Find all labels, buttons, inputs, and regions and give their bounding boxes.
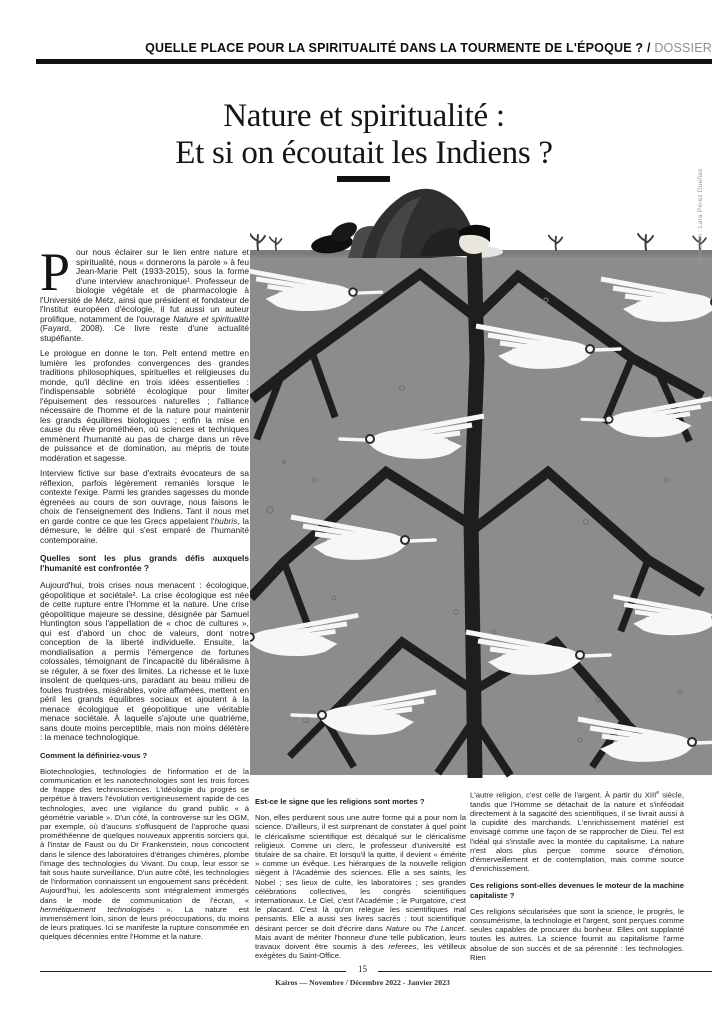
column-right [470, 789, 684, 968]
column-left [40, 242, 250, 948]
illustration-credit: Illustration : Lara Pérez Dueñas [697, 168, 704, 266]
interview-answer: Non, elles perdurent sous une autre forme qui a pour nom la science. D'ailleurs, il est surprenant de constater à quel point le cléricalisme scientifique est décalqué sur le cléricalisme religieux. Comme un clerc, le professeur d'université est titulaire de sa chaire. Et lorsqu'il la quitte, il devient « émérite » comme un évêque. Les hiérarques de la nouvelle religion siègent à l'Académie des sciences. Elle a ses saints, les Nobel ; ses lieux de culte, les laboratoires ; ses grandes célébrations collectives, les congrès scientifiques internationaux. Le Ciel, c'est l'Académie ; le Purgatoire, c'est le placard. C'est là qu'on relègue les scientifiques mal pensants. Elle a aussi ses livres sacrés : tout scientifique désirant percer se doit d'écrire dans Nature ou The Lancet. Mais avant de mériter l'honneur d'une telle publication, leurs travaux doivent être soumis à des referees, les vétilleux exégètes du Saint-Office. [255, 813, 467, 961]
illustration-svg [250, 180, 712, 778]
interview-answer: L'autre religion, c'est celle de l'argent. À partir du XIIIe siècle, tandis que l'Homme se détachait de la nature et s'inféodait directement à la sagacité des scientifiques, il se livrait aussi à la cupidité des marchands. L'enrichissement matériel est envisagé comme une façon de se rapprocher de Dieu. Tel est l'idéal qui s'installe avec la montée du capitalisme. La nature n'est alors plus perçue comme source d'émotion, d'émerveillement et de contemplation, mais comme source d'enrichissement. [470, 790, 684, 874]
interview-question: Est-ce le signe que les religions sont mortes ? [255, 797, 425, 806]
header-kicker [40, 41, 712, 55]
header-rule [36, 59, 712, 64]
title-line-2: Et si on écoutait les Indiens ? [175, 135, 553, 171]
footer-edition: Kairos — Novembre / Décembre 2022 - Janvier 2023 [275, 978, 450, 987]
title-line-1: Nature et spiritualité : [223, 98, 505, 134]
section-label: DOSSIER [654, 41, 712, 55]
interview-question: Quelles sont les plus grands défis auxquels l'humanité est confrontée ? [40, 553, 249, 573]
intro-paragraph: Le prologue en donne le ton. Pelt entend mettre en lumière les profondes convergences des grandes traditions philosophiques, spirituelles et religieuses du monde, qu'il décline en trois idées essentielles : l'indispensable sobriété écologique pour limiter l'épuisement des ressources naturelles ; l'alliance nécessaire de l'homme et de la nature pour maintenir les grands équilibres biologiques ; enfin la mise en cause du rêve prométhéen, où sciences et techniques emmènent l'humanité au pas de charge dans un rêve de puissance et de domination, au mépris de toute modération et sagesse. [40, 348, 249, 463]
interview-answer: Aujourd'hui, trois crises nous menacent : écologique, géopolitique et sociétale². La crise écologique est née de cette rupture entre l'Homme et la nature. Une crise géopolitique majeure se dessine, désignée par Samuel Huntington sous l'appellation de « choc de cultures », qui est d'abord un choc de valeurs, dont notre conception de la liberté individuelle. Ensuite, la mondialisation a permis l'émergence de fortunes colossales, témoignant de l'incapacité du libéralisme à se réguler, à se fixer des limites. La richesse et le luxe insolent de quelques-uns, paradant au beau milieu de foules frustrées, misérables, voire affamées, mettent en péril les grands équilibres sociaux et ajoutent à la menace écologique et géopolitique une véritable menace sociétale. À laquelle s'ajoute une quatrième, sans doute moins perceptible, mais non moins délétère : la menace technologique. [40, 580, 249, 742]
kicker-text: QUELLE PLACE POUR LA SPIRITUALITÉ DANS LA TOURMENTE DE L'ÉPOQUE ? [145, 41, 644, 55]
interview-answer: Ces religions sécularisées que sont la science, le progrès, le consumérisme, la technologie et l'argent, sont perçues comme seules capables de procurer du bonheur. Elles ont supplanté toutes les autres. La science fournit au capitalisme l'arme absolue de son succès et de sa pérennité : les technologies. Rien [470, 906, 684, 962]
article-title [40, 98, 688, 172]
interview-answer: Biotechnologies, technologies de l'information et de la communication et les nanotechnologies sont les trois forces de frappe des technosciences. L'idéologie du progrès se perpétue à travers l'évolution vertigineusement rapide de ces technologies, avec une vigilance du grand public « à géométrie variable ». D'un côté, la controverse sur les OGM, par exemple, où d'aucuns s'offusquent de l'approche quasi prométhéenne de quelques nouveaux apprentis sorciers qui, à l'instar de Faust ou du Dr Frankenstein, nous concoctent dans le silence des laboratoires d'étranges chimères, plombe l'image des technologies du Vivant. Du coup, leur essor se fait sous haute surveillance. D'un autre côté, les technologies de l'information connaissent un engouement sans précédent. Aujourd'hui, les adolescents sont intégralement immergés dans le mode de communication de l'écran, « hermétiquement technologisés ». La nature est immensément loin, sinon de leurs préoccupations, du moins de leurs pratiques. Ici se manifeste la rupture consommée en quelques décennies entre l'Homme et la nature. [40, 766, 249, 942]
column-middle [255, 789, 466, 966]
intro-paragraph: Pour nous éclairer sur le lien entre nature et spiritualité, nous « donnerons la parole » à feu Jean-Marie Pelt (1933-2015), sous la forme d'une interview anachronique¹. Professeur de biologie végétale et de pharmacologie à l'Université de Metz, ainsi que président et fondateur de l'Institut européen d'écologie, il fut aussi un auteur prolifique, notamment de l'ouvrage Nature et spiritualité (Fayard, 2008). Ce livre reste d'une actualité stupéfiante. [40, 242, 250, 343]
prostrate-figure [310, 189, 490, 258]
illustration-figure [250, 180, 712, 778]
intro-paragraph: Interview fictive sur base d'extraits évocateurs de sa réflexion, parfois légèrement remaniés lorsque le contexte l'exige. Parmi les grandes sagesses du monde égrenées au cours de son ouvrage, nous faisons le choix de l'enseignement des Indiens. Tant il nous met en garde contre ce que les Grecs appelaient l'hubris, la démesure, le délire qui s'est emparé de l'humanité contemporaine. [40, 468, 249, 545]
kicker-slash: / [646, 41, 651, 55]
footer-page-number: 15 [358, 964, 367, 974]
interview-question: Ces religions sont-elles devenues le moteur de la machine capitaliste ? [470, 881, 684, 900]
interview-question: Comment la définiriez-vous ? [40, 750, 148, 760]
